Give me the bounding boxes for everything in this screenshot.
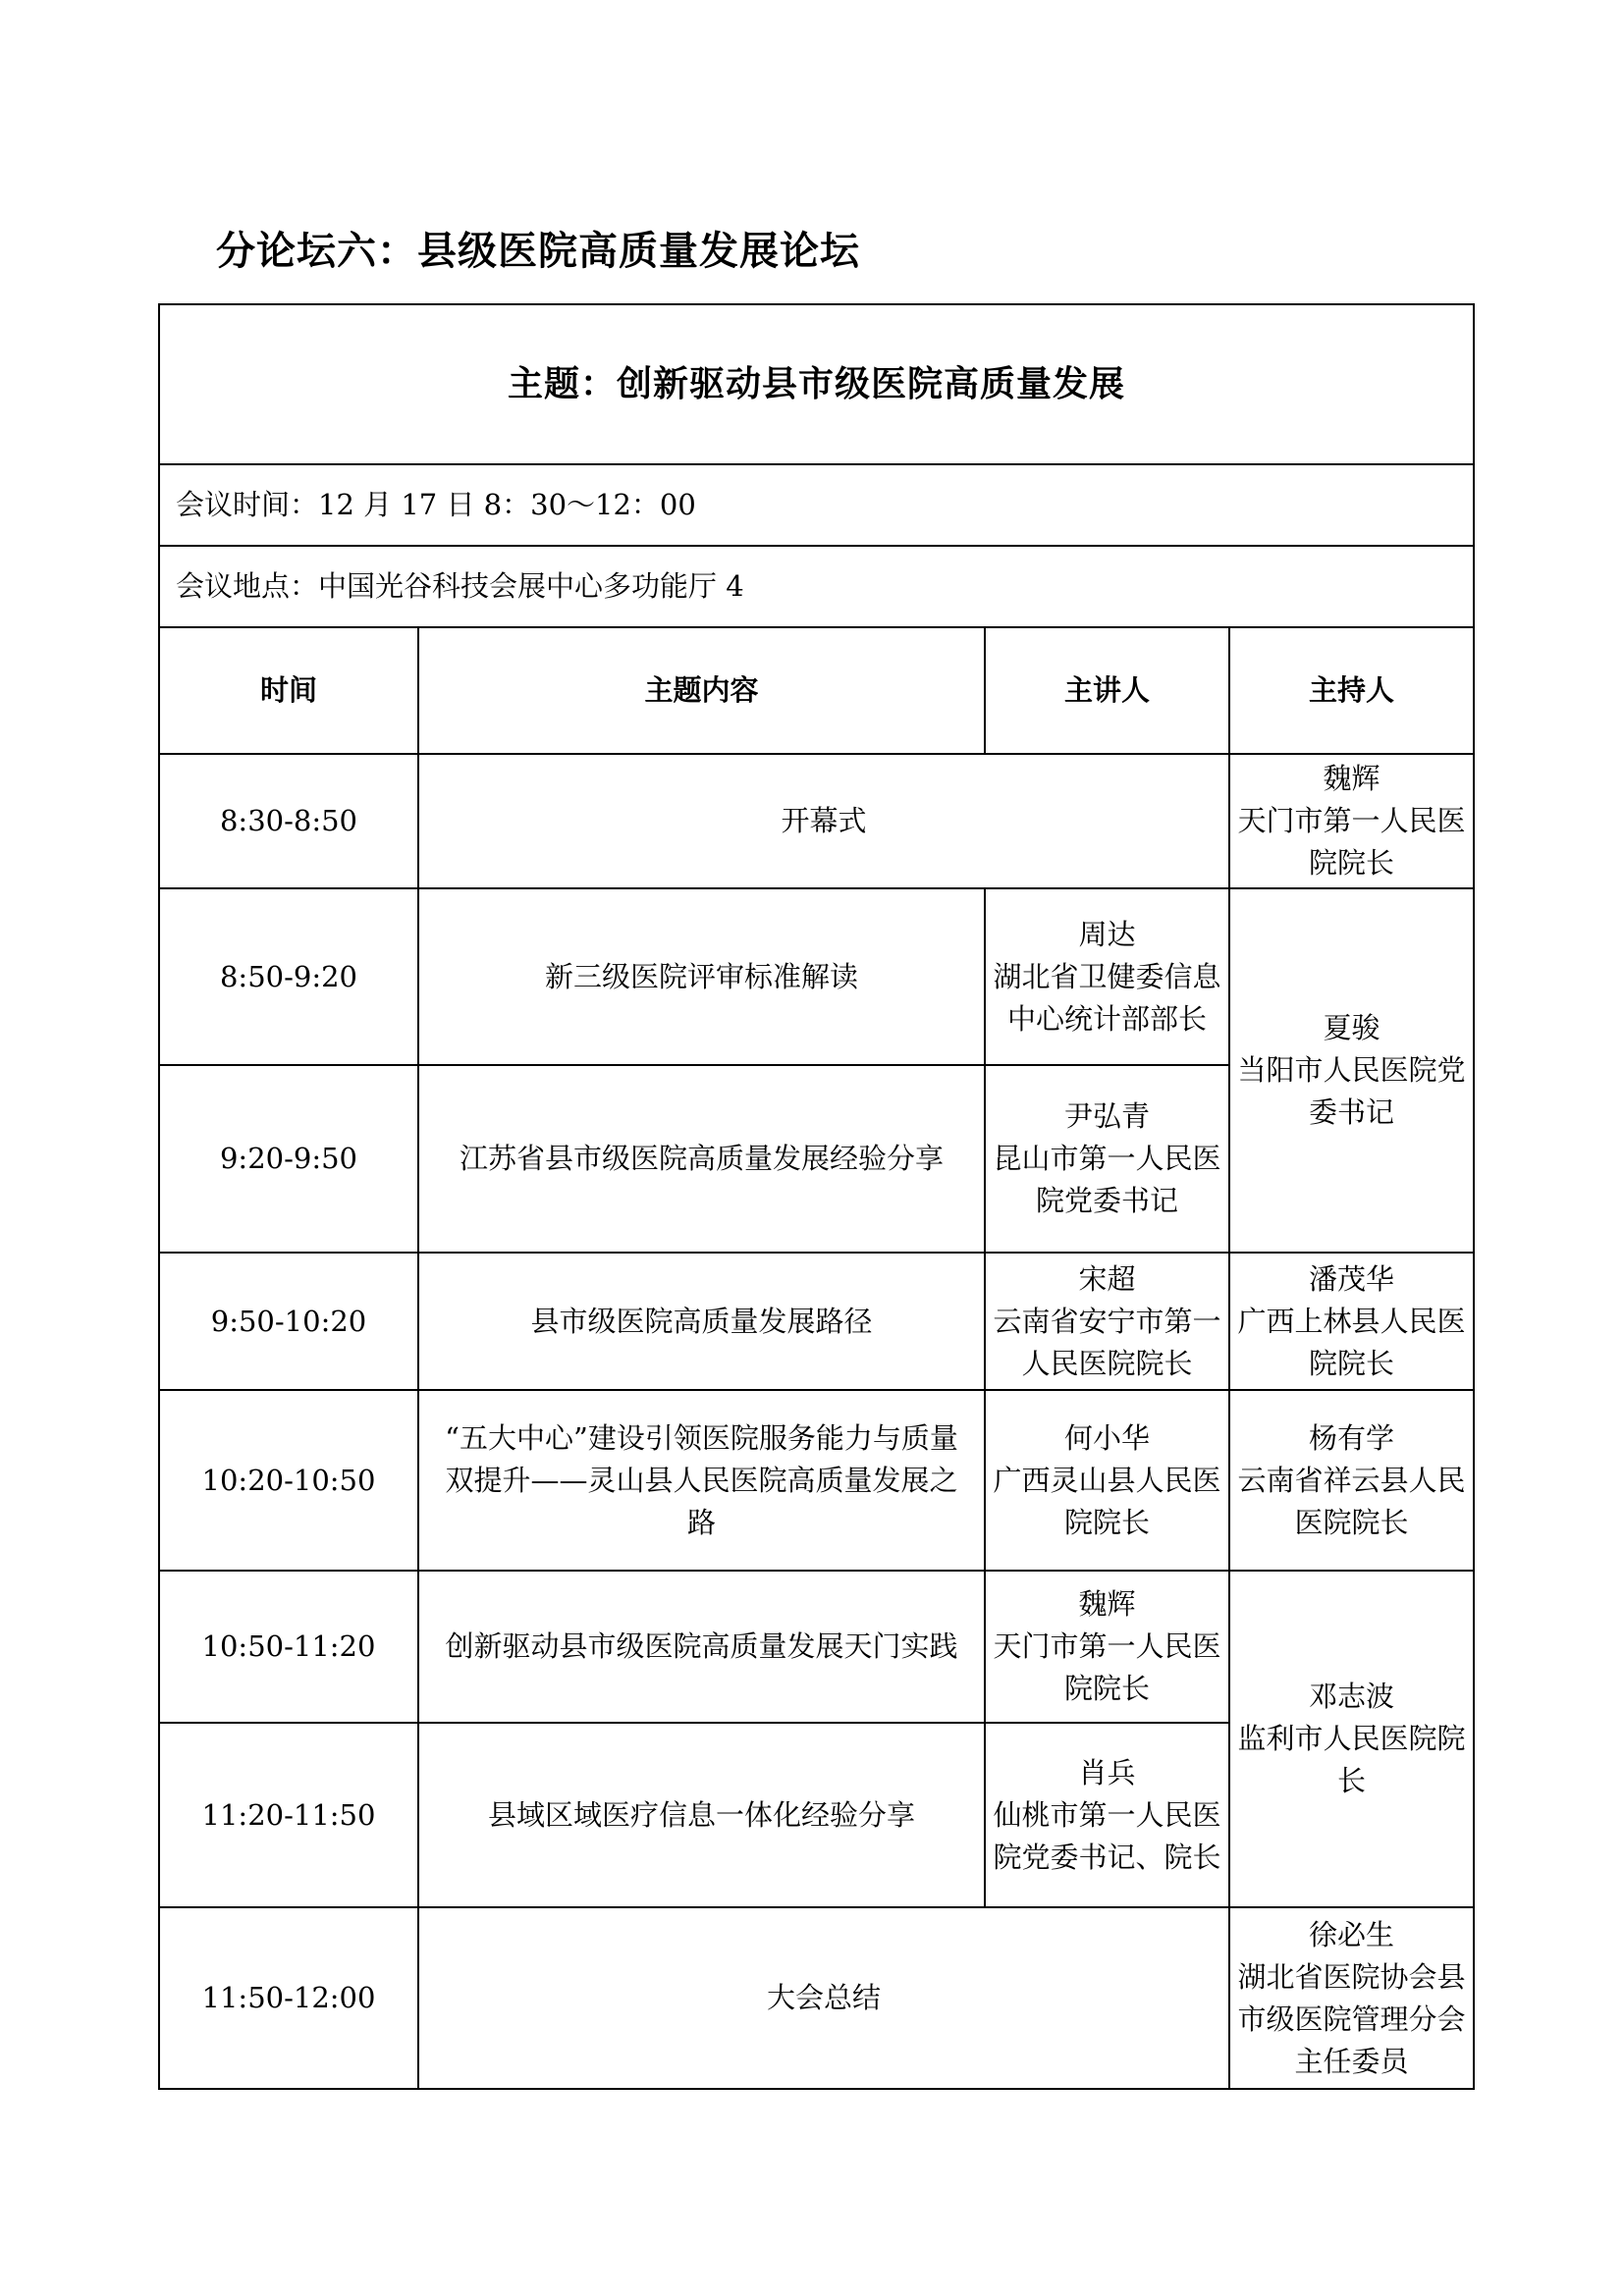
session-speaker	[985, 1253, 1229, 1390]
table-row	[159, 888, 1474, 1065]
session-host	[1229, 888, 1474, 1253]
session-host	[1229, 1571, 1474, 1907]
speaker-name: 周达	[1078, 917, 1136, 951]
host-name: 魏辉	[1323, 762, 1380, 795]
host-title: 当阳市人民医院党委书记	[1237, 1053, 1466, 1129]
header-time: 时间	[159, 627, 418, 754]
table-row	[159, 1571, 1474, 1723]
host-name: 徐必生	[1309, 1917, 1395, 1951]
speaker-title: 云南省安宁市第一人民医院院长	[993, 1304, 1221, 1380]
page-title: 分论坛六：县级医院高质量发展论坛	[216, 229, 860, 274]
session-speaker	[985, 1390, 1229, 1571]
session-time: 10:50-11:20	[159, 1571, 418, 1723]
session-time: 9:50-10:20	[159, 1253, 418, 1390]
table-row	[159, 1253, 1474, 1390]
session-host	[1229, 1390, 1474, 1571]
session-time: 11:20-11:50	[159, 1723, 418, 1907]
session-host	[1229, 754, 1474, 888]
speaker-title: 广西灵山县人民医院院长	[993, 1463, 1221, 1539]
session-speaker	[985, 1065, 1229, 1253]
theme-title: 主题：创新驱动县市级医院高质量发展	[159, 304, 1474, 464]
table-header-row	[159, 627, 1474, 754]
meeting-place: 会议地点：中国光谷科技会展中心多功能厅 4	[159, 546, 1474, 627]
speaker-title: 昆山市第一人民医院党委书记	[993, 1142, 1221, 1217]
session-topic: “五大中心”建设引领医院服务能力与质量双提升——灵山县人民医院高质量发展之路	[418, 1390, 985, 1571]
session-topic: 县市级医院高质量发展路径	[418, 1253, 985, 1390]
table-row	[159, 1907, 1474, 2089]
session-time: 8:30-8:50	[159, 754, 418, 888]
table-row	[159, 1390, 1474, 1571]
session-topic: 大会总结	[418, 1907, 1229, 2089]
session-speaker	[985, 1723, 1229, 1907]
session-time: 10:20-10:50	[159, 1390, 418, 1571]
speaker-name: 尹弘青	[1063, 1099, 1150, 1133]
session-topic: 创新驱动县市级医院高质量发展天门实践	[418, 1571, 985, 1723]
meeting-place-row	[159, 546, 1474, 627]
session-speaker	[985, 888, 1229, 1065]
host-title: 天门市第一人民医院院长	[1237, 804, 1466, 880]
speaker-title: 仙桃市第一人民医院党委书记、院长	[993, 1797, 1221, 1874]
speaker-name: 魏辉	[1078, 1587, 1136, 1621]
host-name: 夏骏	[1323, 1011, 1380, 1044]
host-title: 湖北省医院协会县市级医院管理分会主任委员	[1237, 1959, 1466, 2078]
host-title: 监利市人民医院院长	[1237, 1722, 1466, 1797]
session-topic: 新三级医院评审标准解读	[418, 888, 985, 1065]
host-title: 云南省祥云县人民医院院长	[1237, 1463, 1466, 1539]
speaker-name: 肖兵	[1078, 1755, 1136, 1789]
speaker-name: 何小华	[1063, 1420, 1150, 1455]
speaker-title: 湖北省卫健委信息中心统计部部长	[993, 959, 1221, 1036]
session-topic: 开幕式	[418, 754, 1229, 888]
speaker-name: 宋超	[1078, 1261, 1136, 1296]
host-title: 广西上林县人民医院院长	[1237, 1304, 1466, 1380]
meeting-time-row	[159, 464, 1474, 546]
host-name: 邓志波	[1309, 1680, 1395, 1713]
header-topic: 主题内容	[418, 627, 985, 754]
session-time: 11:50-12:00	[159, 1907, 418, 2089]
host-name: 潘茂华	[1309, 1261, 1395, 1296]
session-topic: 县域区域医疗信息一体化经验分享	[418, 1723, 985, 1907]
table-row	[159, 754, 1474, 888]
agenda-table	[158, 303, 1475, 2090]
theme-row	[159, 304, 1474, 464]
session-time: 9:20-9:50	[159, 1065, 418, 1253]
session-topic: 江苏省县市级医院高质量发展经验分享	[418, 1065, 985, 1253]
meeting-time: 会议时间：12 月 17 日 8：30～12：00	[159, 464, 1474, 546]
header-speaker: 主讲人	[985, 627, 1229, 754]
session-speaker	[985, 1571, 1229, 1723]
session-host	[1229, 1253, 1474, 1390]
session-host	[1229, 1907, 1474, 2089]
session-time: 8:50-9:20	[159, 888, 418, 1065]
header-host: 主持人	[1229, 627, 1474, 754]
speaker-title: 天门市第一人民医院院长	[993, 1629, 1221, 1705]
host-name: 杨有学	[1309, 1420, 1395, 1455]
